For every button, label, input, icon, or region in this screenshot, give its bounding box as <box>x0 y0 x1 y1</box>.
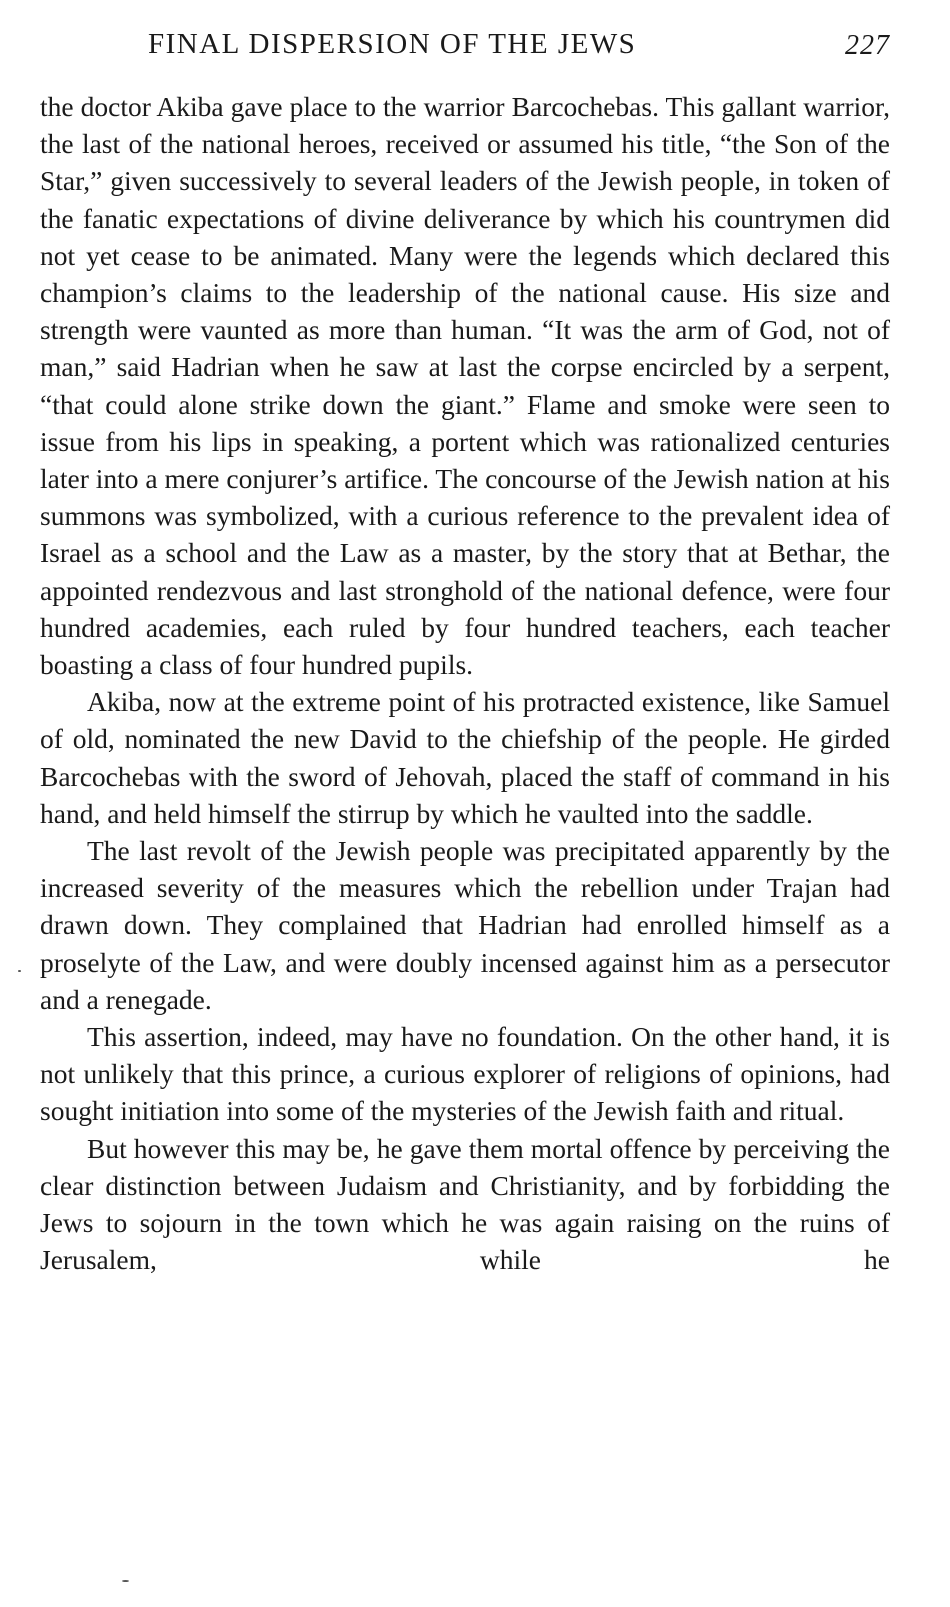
paragraph-5: But however this may be, he gave them mortal offence by perceiving the clear distinction between Judaism and Christianity, and by forbidding the Jews to sojourn in the town which he was again raising on the ruins of Jerusalem, while he <box>40 1132 890 1276</box>
scan-speck <box>122 1580 129 1582</box>
paragraph-1: the doctor Akiba gave place to the warrior Barcochebas. This gallant warrior, the last of the national heroes, received or assumed his title, “the Son of the Star,” given successively to several leaders of the Jewish people, in token of the fanatic expectations of divine deliverance by which his countrymen did not yet cease to be animated. Many were the legends which declared this champion’s claims to the leadership of the national cause. His size and strength were vaunted as more than human. “It was the arm of God, not of man,” said Hadrian when he saw at last the corpse encircled by a serpent, “that could alone strike down the giant.” Flame and smoke were seen to issue from his lips in speaking, a portent which was rationalized centuries later into a mere conjurer’s artifice. The concourse of the Jewish nation at his summons was symbolized, with a curious reference to the prevalent idea of Israel as a school and the Law as a master, by the story that at Bethar, the appointed rendezvous and last stronghold of the national defence, were four hundred academies, each ruled by four hundred teachers, each teacher boasting a class of four hundred pupils. <box>40 91 890 681</box>
body-text <box>40 88 890 1279</box>
page-number: 227 <box>845 30 890 61</box>
paragraph-3: The last revolt of the Jewish people was precipitated apparently by the increased severity of the measures which the rebellion under Trajan had drawn down. They complained that Hadrian had enrolled himself as a proselyte of the Law, and were doubly incensed against him as a persecutor and a renegade. <box>40 835 890 1015</box>
running-title: FINAL DISPERSION OF THE JEWS <box>148 28 637 60</box>
running-head <box>40 22 890 74</box>
book-page <box>40 22 890 1279</box>
paragraph-4: This assertion, indeed, may have no foundation. On the other hand, it is not unlikely that this prince, a curious explorer of religions of opinions, had sought initiation into some of the mysteries of the Jewish faith and ritual. <box>40 1021 890 1127</box>
paragraph-2: Akiba, now at the extreme point of his protracted existence, like Samuel of old, nominated the new David to the chiefship of the people. He girded Barcochebas with the sword of Jehovah, placed the staff of command in his hand, and held himself the stirrup by which he vaulted into the saddle. <box>40 686 890 829</box>
scan-speck-margin <box>18 970 21 972</box>
